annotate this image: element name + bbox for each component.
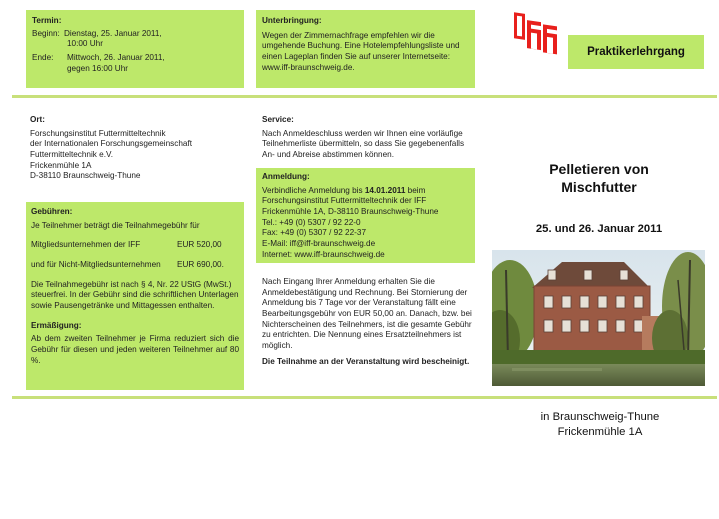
gebuehren-nonmember-row — [31, 260, 239, 271]
termin-begin-value-2: 10:00 Uhr — [67, 39, 103, 49]
eingang-bold: Die Teilnahme an der Veranstaltung wird bescheinigt. — [262, 356, 470, 366]
anmeldung-deadline-pre: Verbindliche Anmeldung bis — [262, 185, 365, 195]
course-dates: 25. und 26. Januar 2011 — [535, 223, 663, 235]
course-title — [520, 160, 678, 196]
service-section — [262, 115, 468, 161]
termin-begin-label: Beginn: — [32, 28, 60, 38]
anmeldung-box — [256, 168, 475, 263]
anmeldung-deadline — [262, 186, 469, 197]
termin-begin-value-1: Dienstag, 25. Januar 2011, — [64, 28, 162, 38]
termin-end-label: Ende: — [32, 52, 54, 62]
eingang-section — [262, 277, 472, 367]
unterbringung-title: Unterbringung: — [262, 16, 322, 25]
praktikerlehrgang-badge: Praktikerlehrgang — [568, 35, 704, 69]
gebuehren-nonmember-label: und für Nicht-Mitgliedsunternehmen — [31, 259, 161, 269]
anmeldung-email[interactable]: E-Mail: iff@iff-braunschweig.de — [262, 238, 376, 248]
unterbringung-box — [256, 10, 475, 88]
gebuehren-note: Die Teilnahmegebühr ist nach § 4, Nr. 22 UStG (MwSt.) steuerfrei. In der Gebühr sind die schriftlichen Unterlagen sowie Pausengetränke und Mittagessen enthalten. — [31, 279, 239, 310]
anmeldung-website[interactable]: Internet: www.iff-braunschweig.de — [262, 249, 385, 259]
gebuehren-member-label: Mitgliedsunternehmen der IFF — [31, 240, 141, 250]
ort-line: D-38110 Braunschweig-Thune — [30, 171, 141, 181]
anmeldung-line: Fax: +49 (0) 5307 / 92 22-37 — [262, 228, 367, 238]
gebuehren-member-row — [31, 240, 239, 251]
ort-title: Ort: — [30, 115, 46, 124]
ort-line: Forschungsinstitut Futtermitteltechnik — [30, 128, 166, 138]
location — [520, 410, 680, 441]
anmeldung-deadline-post: beim — [405, 185, 426, 195]
termin-box — [26, 10, 244, 88]
location-line1: in Braunschweig-Thune — [540, 411, 660, 423]
gebuehren-title: Gebühren: — [31, 207, 73, 216]
eingang-text: Nach Eingang Ihrer Anmeldung erhalten Sie die Anmeldebestätigung und Rechnung. Bei Stornierung der Anmeldung bis 7 Tage vor der Veranstaltung fällt eine Bearbeitungsgebühr von EUR 50,00 an. Danach, bzw. bei Nichterscheinen des Teilnehmers, ist die gesamte Gebühr zu entrichten. Die Nennung eines Ersatzteilnehmers ist möglich. — [262, 277, 472, 350]
anmeldung-title: Anmeldung: — [262, 172, 310, 181]
iff-logo — [512, 12, 562, 56]
unterbringung-text: Wegen der Zimmernachfrage empfehlen wir die umgehende Buchung. Eine Hotelempfehlungsliste und einen Lageplan finden Sie auf unserer Internetseite: www.iff-braunschweig.de. — [262, 30, 460, 72]
mill-building-photo — [492, 250, 705, 386]
anmeldung-line: Frickenmühle 1A, D-38110 Braunschweig-Thune — [262, 206, 439, 216]
anmeldung-line: Tel.: +49 (0) 5307 / 92 22-0 — [262, 217, 361, 227]
ort-section — [30, 115, 240, 182]
ort-line: Frickenmühle 1A — [30, 160, 92, 170]
termin-end-row — [32, 53, 238, 74]
termin-end-value-1: Mittwoch, 26. Januar 2011, — [67, 52, 165, 62]
course-title-line1: Pelletieren von — [549, 161, 649, 177]
termin-end-value-2: gegen 16:00 Uhr — [67, 63, 128, 73]
service-title: Service: — [262, 115, 294, 124]
location-line2: Frickenmühle 1A — [557, 426, 643, 439]
ermaessigung-title: Ermäßigung: — [31, 320, 82, 330]
gebuehren-member-price: EUR 520,00 — [177, 240, 222, 250]
divider-bottom — [12, 396, 717, 399]
gebuehren-intro: Je Teilnehmer beträgt die Teilnahmegebühr für — [31, 220, 200, 230]
anmeldung-line: Forschungsinstitut Futtermitteltechnik der IFF — [262, 196, 427, 206]
gebuehren-box — [26, 202, 244, 390]
divider-top — [12, 95, 717, 98]
ort-line: der Internationalen Forschungsgemeinschaft — [30, 139, 193, 149]
termin-begin-row — [32, 29, 238, 50]
course-title-line2: Mischfutter — [561, 179, 637, 196]
ermaessigung-text: Ab dem zweiten Teilnehmer je Firma reduziert sich die Gebühr für diesen und jeden weiteren Teilnehmer auf 80 %. — [31, 334, 239, 365]
termin-title: Termin: — [32, 16, 62, 25]
gebuehren-nonmember-price: EUR 690,00. — [177, 259, 224, 269]
ort-line: Futtermitteltechnik e.V. — [30, 149, 113, 159]
anmeldung-deadline-date: 14.01.2011 — [364, 185, 406, 195]
service-text: Nach Anmeldeschluss werden wir Ihnen eine vorläufige Teilnehmerliste übermitteln, so dass Sie gegebenenfalls An- und Abreise abstimmen können. — [262, 128, 465, 159]
